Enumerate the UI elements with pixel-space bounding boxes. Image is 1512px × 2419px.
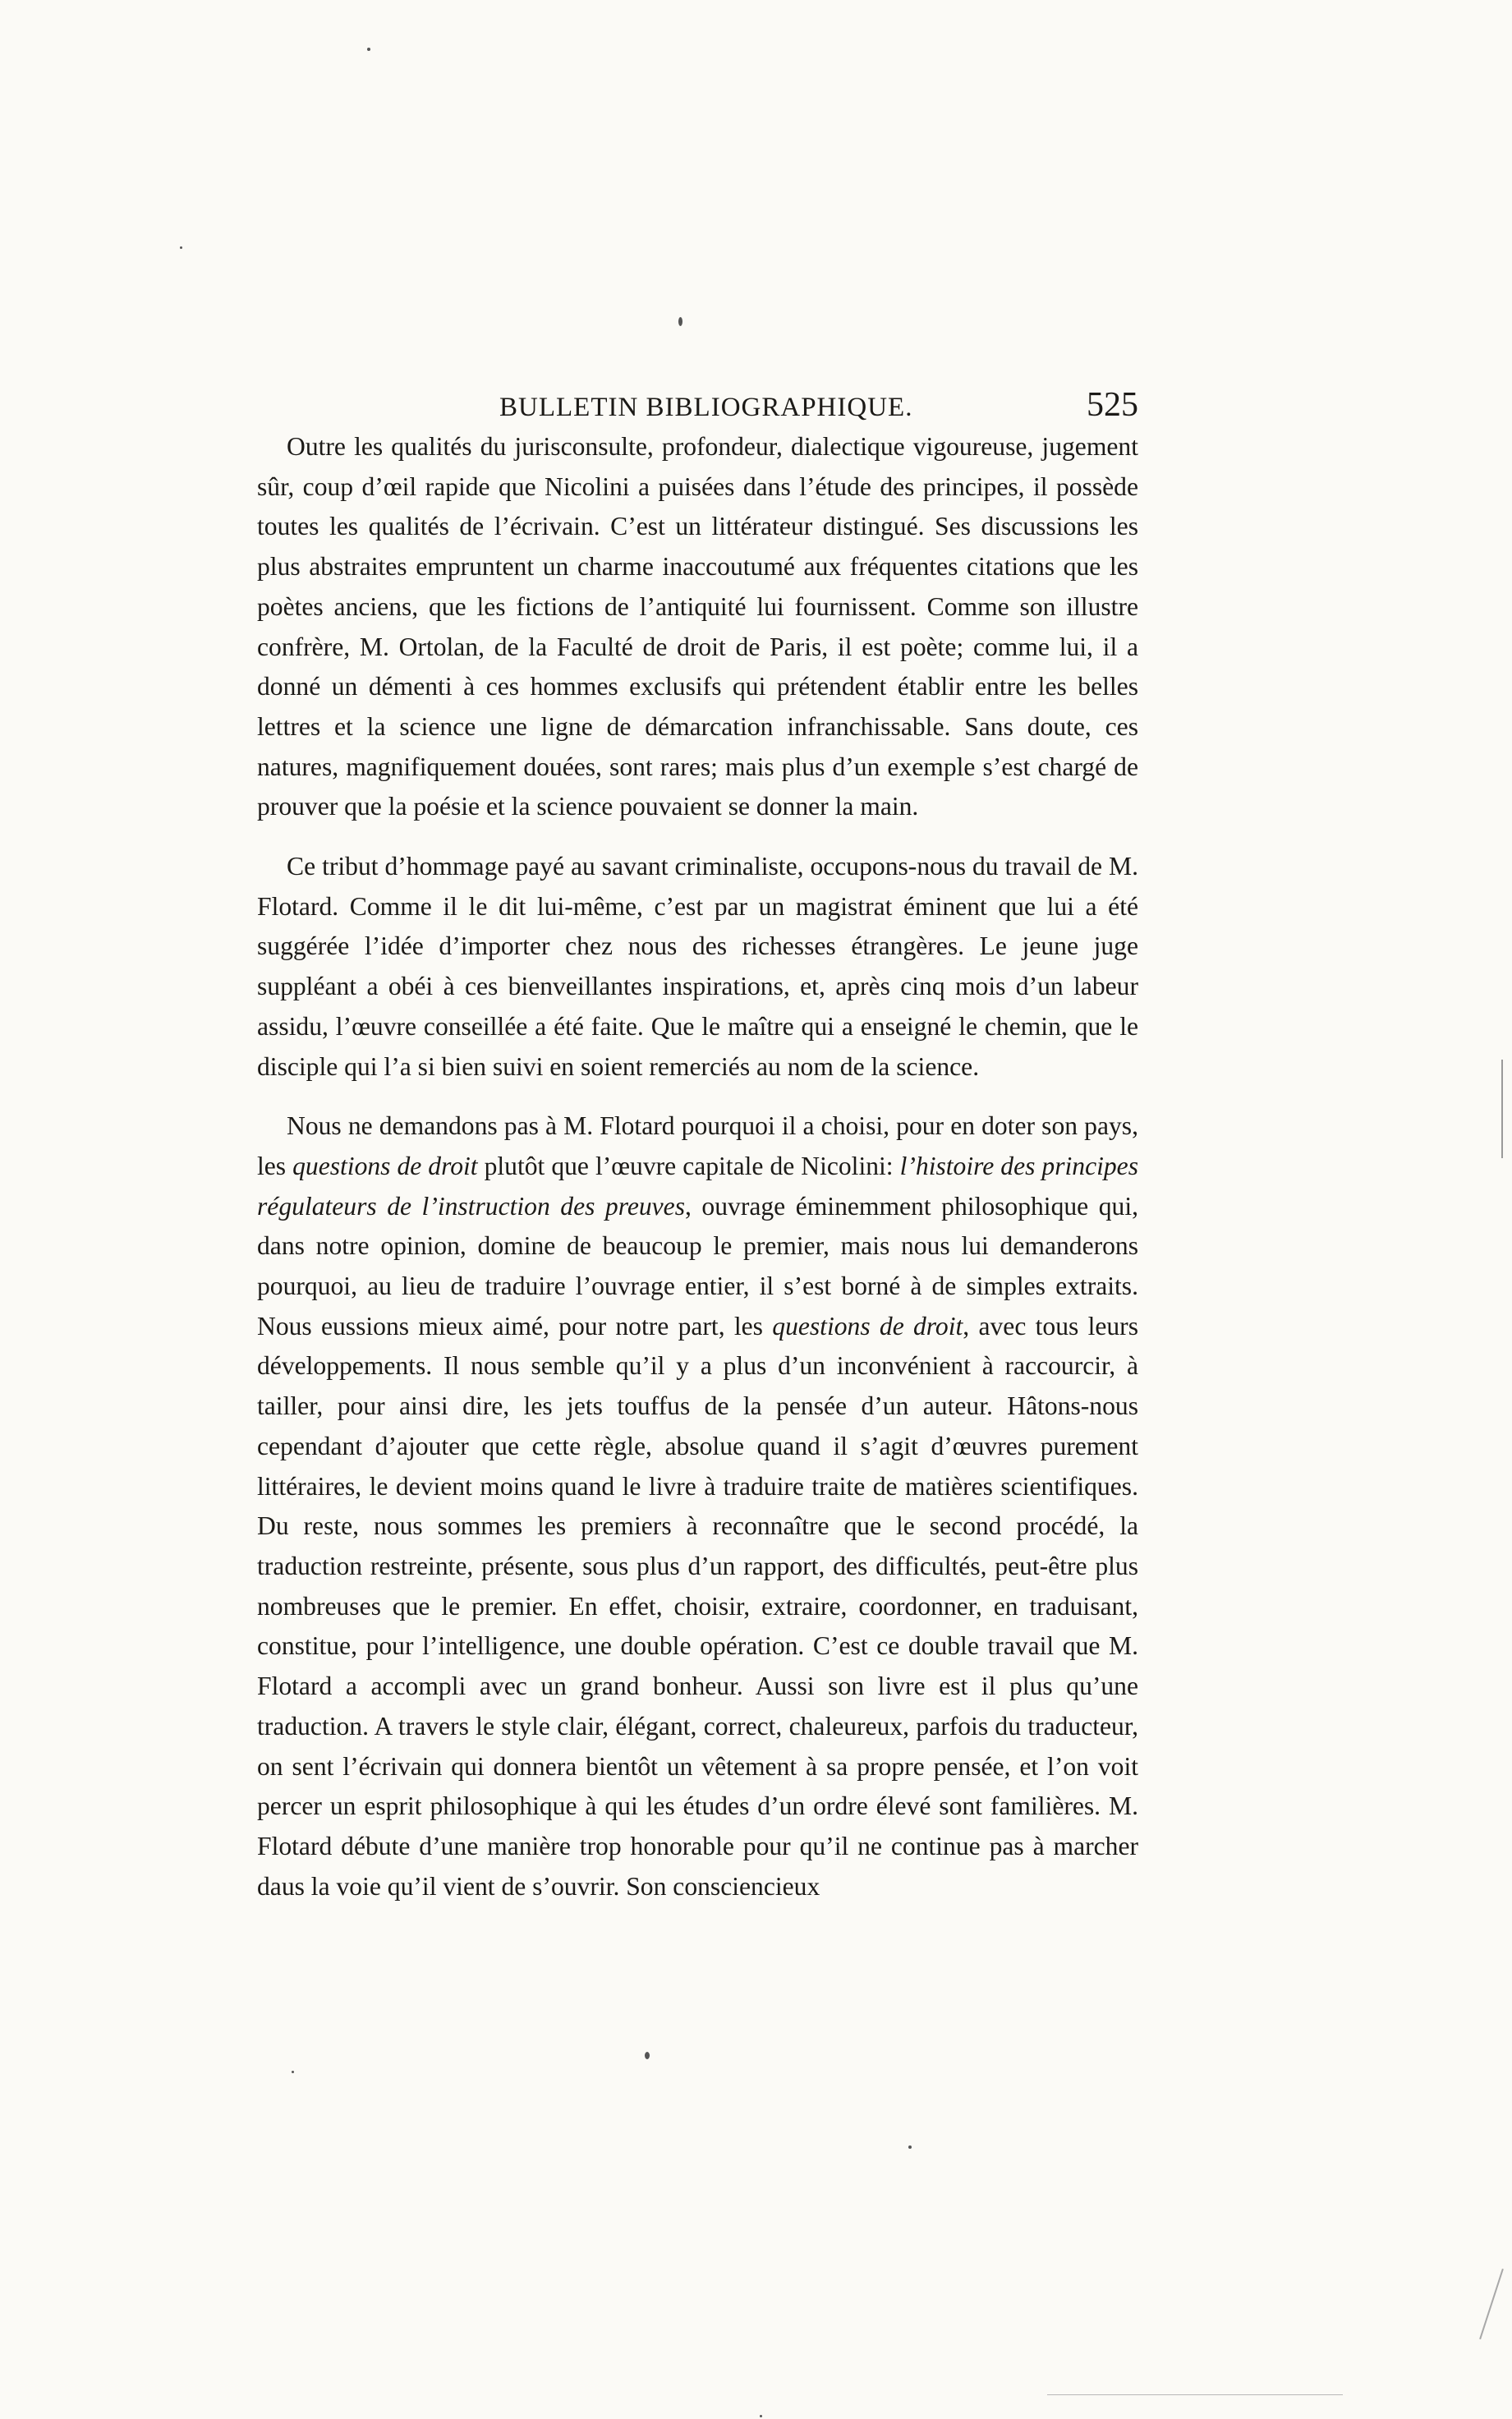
text-run: plutôt que l’œuvre capitale de Nicolini: <box>477 1151 900 1180</box>
text-run: , ouvrage éminemment philosophique qui, dans notre opinion, domine de beaucoup le premier, mais nous lui demanderons pourquoi, au lieu de traduire l’ouvrage entier, il s’est borné à de simples extraits. Nous eussions mieux aimé, pour notre part, les <box>257 1191 1138 1341</box>
body-text <box>257 427 1138 1906</box>
scan-speck <box>678 317 682 326</box>
scan-speck <box>367 48 370 51</box>
scan-speck <box>180 246 182 249</box>
text-run: Nous ne demandons pas à M. Flotard pourquoi il a choisi, pour en doter son pays, les <box>257 1111 1138 1180</box>
running-header <box>257 384 1138 425</box>
scan-speck <box>645 2052 650 2059</box>
italic-title: questions de droit <box>772 1311 963 1341</box>
running-title: BULLETIN BIBLIOGRAPHIQUE. <box>499 393 913 422</box>
page-number: 525 <box>1087 386 1138 424</box>
scan-speck <box>760 2415 762 2417</box>
paragraph: Outre les qualités du jurisconsulte, profondeur, dialectique vigoureuse, jugement sûr, coup d’œil rapide que Nicolini a puisées dans l’étude des principes, il possède toutes les qualités de l’écrivain. C’est un littérateur distingué. Ses discussions les plus abstraites empruntent un charme inaccoutumé aux fréquentes citations que les poètes anciens, que les fictions de l’antiquité lui fournissent. Comme son illustre confrère, M. Ortolan, de la Faculté de droit de Paris, il est poète; comme lui, il a donné un démenti à ces hommes exclusifs qui prétendent établir entre les belles lettres et la science une ligne de démarcation infranchissable. Sans doute, ces natures, magnifiquement douées, sont rares; mais plus d’un exemple s’est chargé de prouver que la poésie et la science pouvaient se donner la main. <box>257 432 1138 821</box>
paragraph: Ce tribut d’hommage payé au savant criminaliste, occupons-nous du travail de M. Flotard. Comme il le dit lui-même, c’est par un magistrat éminent que lui a été suggérée l’idée d’importer chez nous des richesses étrangères. Le jeune juge suppléant a obéi à ces bienveillantes inspirations, et, après cinq mois d’un labeur assidu, l’œuvre conseillée a été faite. Que le maître qui a enseigné le chemin, que le disciple qui l’a si bien suivi en soient remerciés au nom de la science. <box>257 852 1138 1081</box>
text-run: , avec tous leurs développements. Il nous semble qu’il y a plus d’un inconvénient à raccourcir, à tailler, pour ainsi dire, les jets touffus de la pensée d’un auteur. Hâtons-nous cependant d’ajouter que cette règle, absolue quand il s’agit d’œuvres purement littéraires, le devient moins quand le livre à traduire traite de matières scientifiques. Du reste, nous sommes les premiers à reconnaître que le second procédé, la traduction restreinte, présente, sous plus d’un rapport, des difficultés, peut-être plus nombreuses que le premier. En effet, choisir, extraire, coordonner, en traduisant, constitue, pour l’intelligence, une double opération. C’est ce double travail que M. Flotard a accompli avec un grand bonheur. Aussi son livre est il plus qu’une traduction. A travers le style clair, élégant, correct, chaleureux, parfois du traducteur, on sent l’écrivain qui donnera bientôt un vêtement à sa propre pensée, et l’on voit percer un esprit philosophique à qui les études d’un ordre élevé sont familières. M. Flotard débute d’une manière trop honorable pour qu’il ne continue pas à marcher daus la voie qu’il vient de s’ouvrir. Son consciencieux <box>257 1311 1138 1901</box>
italic-title: l’histoire des principes régulateurs de l’instruction des preuves <box>257 1151 1138 1221</box>
paragraph <box>257 1106 1138 1906</box>
scan-edge-mark <box>1047 2394 1343 2395</box>
scan-edge-mark <box>1501 1060 1503 1158</box>
scan-speck <box>292 2071 294 2073</box>
scan-edge-mark <box>1479 2269 1504 2339</box>
scan-speck <box>908 2145 912 2149</box>
italic-title: questions de droit <box>292 1151 478 1180</box>
